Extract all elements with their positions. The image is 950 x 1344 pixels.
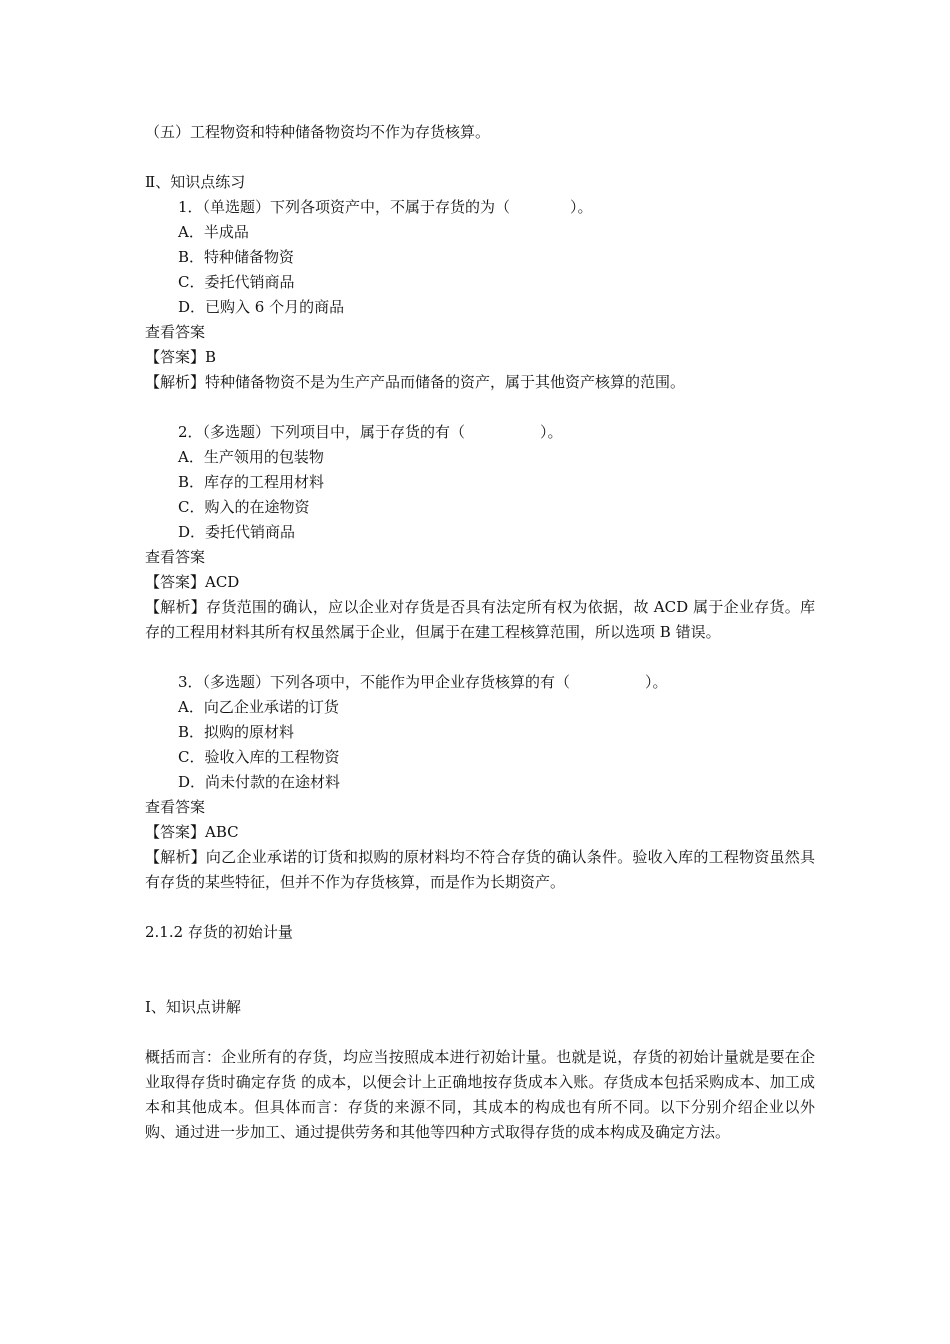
question-2 <box>145 420 815 645</box>
question-stem: 2．（多选题）下列项目中，属于存货的有（ ）。 <box>178 423 563 441</box>
option-c: C．委托代销商品 <box>178 273 295 291</box>
question-1 <box>145 195 815 395</box>
option-c: C．购入的在途物资 <box>178 498 310 516</box>
view-answer-link[interactable]: 查看答案 <box>145 323 206 341</box>
analysis-text: 【解析】存货范围的确认，应以企业对存货是否具有法定所有权为依据，故 ACD 属于企业存货。库存的工程用材料其所有权虽然属于企业，但属于在建工程核算范围，所以选项 B 错误。 <box>145 598 815 641</box>
section-heading: 2.1.2 存货的初始计量 <box>145 923 293 941</box>
summary-paragraph: 概括而言：企业所有的存货，均应当按照成本进行初始计量。也就是说，存货的初始计量就是要在企业取得存货时确定存货 的成本，以便会计上正确地按存货成本入账。存货成本包括采购成本、加工成本和其他成本。但具体而言：存货的来源不同，其成本的构成也有所不同。以下分别介绍企业以外购、通过进一步加工、通过提供劳务和其他等四种方式取得存货的成本构成及确定方法。 <box>145 1048 815 1141</box>
section-title-explanation: Ⅰ、知识点讲解 <box>145 998 241 1016</box>
option-d: D．尚未付款的在途材料 <box>178 773 341 791</box>
answer-text: 【答案】ACD <box>145 573 240 591</box>
answer-text: 【答案】B <box>145 348 217 366</box>
option-b: B．特种储备物资 <box>178 248 295 266</box>
option-d: D．已购入 6 个月的商品 <box>178 298 345 316</box>
question-3 <box>145 670 815 895</box>
option-b: B．拟购的原材料 <box>178 723 295 741</box>
question-stem: 3．（多选题）下列各项中，不能作为甲企业存货核算的有（ ）。 <box>178 673 668 691</box>
option-c: C．验收入库的工程物资 <box>178 748 340 766</box>
option-d: D．委托代销商品 <box>178 523 296 541</box>
analysis-text: 【解析】特种储备物资不是为生产产品而储备的资产，属于其他资产核算的范围。 <box>145 373 686 391</box>
document-page <box>145 120 815 1145</box>
analysis-text: 【解析】向乙企业承诺的订货和拟购的原材料均不符合存货的确认条件。验收入库的工程物资虽然具有存货的某些特征，但并不作为存货核算，而是作为长期资产。 <box>145 848 815 891</box>
section-title-practice: Ⅱ、知识点练习 <box>145 173 246 191</box>
answer-text: 【答案】ABC <box>145 823 239 841</box>
option-b: B．库存的工程用材料 <box>178 473 325 491</box>
option-a: A．向乙企业承诺的订货 <box>178 698 339 716</box>
question-stem: 1．（单选题）下列各项资产中，不属于存货的为（ ）。 <box>178 198 593 216</box>
option-a: A．生产领用的包装物 <box>178 448 324 466</box>
option-a: A．半成品 <box>178 223 249 241</box>
view-answer-link[interactable]: 查看答案 <box>145 548 206 566</box>
intro-text: （五）工程物资和特种储备物资均不作为存货核算。 <box>145 123 491 141</box>
view-answer-link[interactable]: 查看答案 <box>145 798 206 816</box>
